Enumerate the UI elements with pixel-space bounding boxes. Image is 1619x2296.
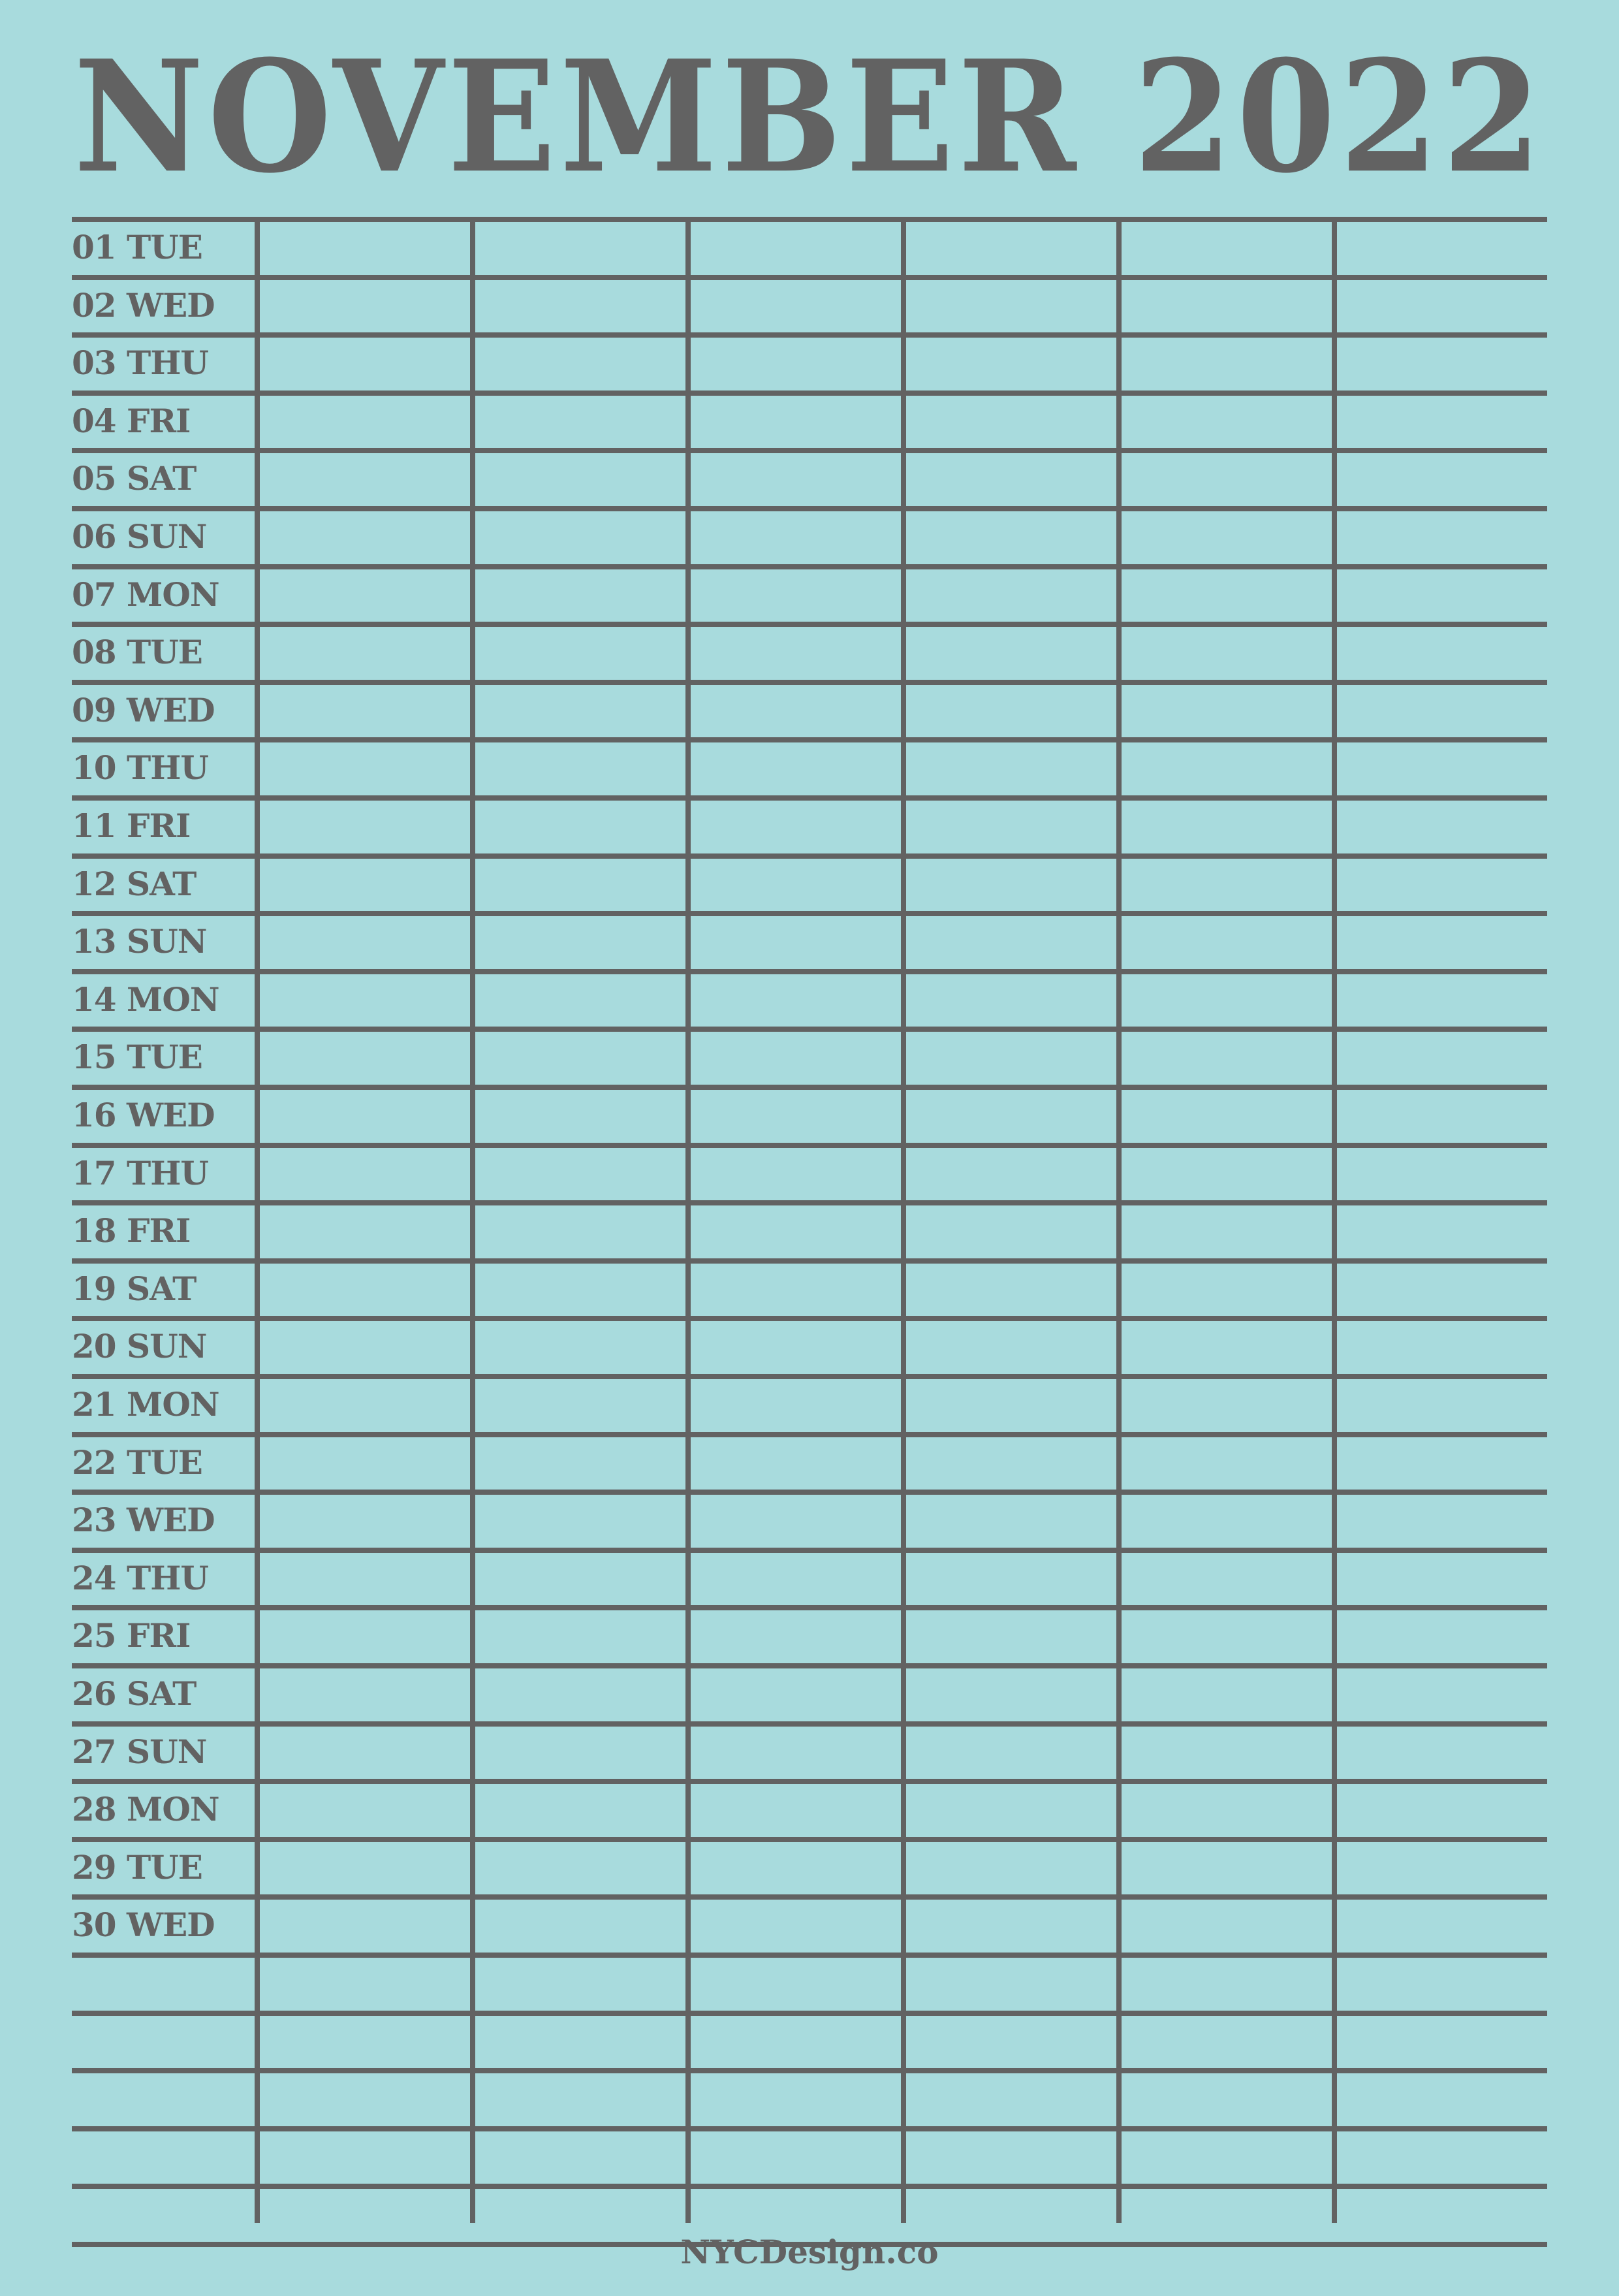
day-label: 21 MON xyxy=(72,1384,219,1424)
grid-row-line xyxy=(72,564,1547,569)
day-label: 23 WED xyxy=(72,1500,215,1539)
grid-row-line xyxy=(72,1027,1547,1032)
grid-row-line xyxy=(72,1316,1547,1321)
day-label: 14 MON xyxy=(72,980,219,1019)
grid-row-line xyxy=(72,275,1547,280)
grid-row-line xyxy=(72,1953,1547,1958)
day-label: 20 SUN xyxy=(72,1326,207,1365)
grid-row-line xyxy=(72,1258,1547,1264)
day-label: 25 FRI xyxy=(72,1616,191,1655)
day-label: 22 TUE xyxy=(72,1443,202,1482)
day-label: 15 TUE xyxy=(72,1037,202,1076)
grid-row-line xyxy=(72,1663,1547,1668)
grid-row-line xyxy=(72,332,1547,338)
day-label: 12 SAT xyxy=(72,864,196,903)
grid-row-line xyxy=(72,795,1547,801)
day-label: 18 FRI xyxy=(72,1211,191,1250)
day-label: 04 FRI xyxy=(72,401,191,440)
grid-row-line xyxy=(72,2011,1547,2016)
grid-row-line xyxy=(72,680,1547,685)
grid-row-line xyxy=(72,1085,1547,1090)
day-label: 08 TUE xyxy=(72,632,202,671)
grid-row-line xyxy=(72,2068,1547,2073)
grid-row-line xyxy=(72,217,1547,222)
grid-row-line xyxy=(72,2184,1547,2189)
grid-row-line xyxy=(72,1490,1547,1495)
grid-column-line xyxy=(901,217,906,2223)
grid-row-line xyxy=(72,1837,1547,1842)
day-label: 29 TUE xyxy=(72,1847,202,1887)
grid-row-line xyxy=(72,622,1547,627)
day-label: 13 SUN xyxy=(72,921,207,961)
day-label: 28 MON xyxy=(72,1789,219,1828)
grid-row-line xyxy=(72,391,1547,396)
grid-column-line xyxy=(685,217,691,2223)
day-label: 06 SUN xyxy=(72,517,207,556)
day-label: 09 WED xyxy=(72,690,215,729)
grid-column-line xyxy=(470,217,475,2223)
grid-row-line xyxy=(72,1374,1547,1379)
grid-row-line xyxy=(72,1200,1547,1205)
grid-row-line xyxy=(72,448,1547,453)
grid-row-line xyxy=(72,853,1547,859)
grid-row-line xyxy=(72,911,1547,916)
grid-row-line xyxy=(72,1605,1547,1610)
day-label: 02 WED xyxy=(72,285,215,325)
grid-column-line xyxy=(255,217,260,2223)
grid-column-line xyxy=(1332,217,1337,2223)
grid-row-line xyxy=(72,737,1547,742)
day-label: 16 WED xyxy=(72,1095,215,1134)
day-label: 30 WED xyxy=(72,1905,215,1944)
grid-row-line xyxy=(72,1432,1547,1437)
grid-row-line xyxy=(72,1779,1547,1784)
day-label: 24 THU xyxy=(72,1558,209,1597)
grid-row-line xyxy=(72,969,1547,974)
footer-credit: NYCDesign.co xyxy=(680,2233,939,2271)
day-label: 11 FRI xyxy=(72,806,191,845)
day-label: 05 SAT xyxy=(72,458,196,498)
grid-row-line xyxy=(72,1548,1547,1553)
grid-row-line xyxy=(72,1721,1547,1727)
day-label: 10 THU xyxy=(72,748,209,787)
day-label: 01 TUE xyxy=(72,227,202,266)
page-title: NOVEMBER 2022 xyxy=(73,26,1546,208)
day-label: 17 THU xyxy=(72,1153,209,1192)
grid-row-line xyxy=(72,1143,1547,1148)
day-label: 27 SUN xyxy=(72,1732,207,1771)
grid-column-line xyxy=(1116,217,1122,2223)
grid-row-line xyxy=(72,506,1547,511)
day-label: 19 SAT xyxy=(72,1269,196,1308)
day-label: 26 SAT xyxy=(72,1674,196,1713)
grid-row-line xyxy=(72,2126,1547,2131)
day-label: 03 THU xyxy=(72,343,209,382)
day-label: 07 MON xyxy=(72,575,219,614)
grid-row-line xyxy=(72,1894,1547,1900)
